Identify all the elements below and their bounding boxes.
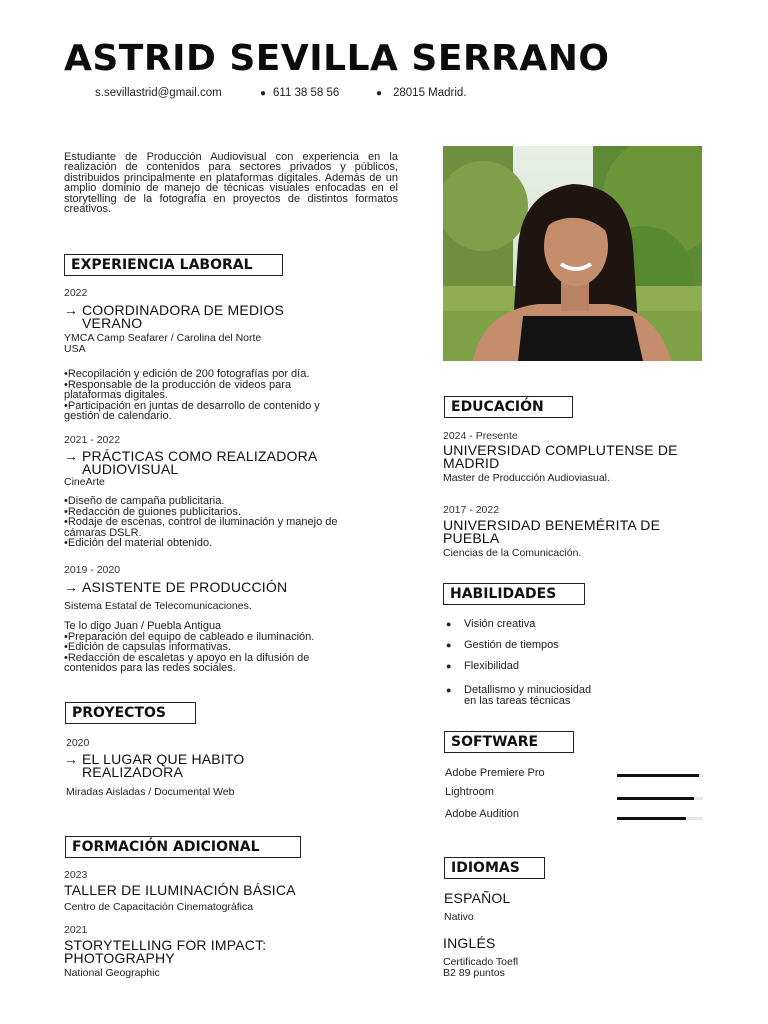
bullet-icon: ●: [446, 685, 452, 695]
experience-org: Sistema Estatal de Telecomunicaciones.: [64, 600, 252, 612]
software-name: Adobe Premiere Pro: [445, 767, 545, 779]
language-name: INGLÉS: [443, 935, 496, 951]
profile-summary: Estudiante de Producción Audiovisual con experiencia en la realización de contenidos para sectores privados y públicos, distribuidos principalmente en plataformas digitales. Además de un amplio dominio de manejo de técnicas visuales enfocadas en el storytelling de la fotografía en proyectos de distintos formatos creativos.: [64, 151, 398, 216]
education-year: 2017 - 2022: [443, 504, 500, 516]
software-name: Lightroom: [445, 786, 494, 798]
section-heading-experience: EXPERIENCIA LABORAL: [64, 254, 283, 276]
language-level: Certificado Toefl B2 89 puntos: [443, 956, 519, 979]
portrait-illustration: [443, 146, 702, 361]
bullet-icon: ●: [376, 88, 383, 99]
training-org: National Geographic: [64, 967, 160, 979]
training-year: 2023: [64, 869, 88, 881]
software-level-bar: [617, 797, 703, 800]
education-title: UNIVERSIDAD COMPLUTENSE DE MADRID: [443, 442, 678, 471]
training-year: 2021: [64, 924, 88, 936]
bullet-icon: ●: [446, 619, 452, 629]
education-year: 2024 - Presente: [443, 430, 518, 442]
arrow-right-icon: →: [64, 579, 79, 595]
skill-item: ● Visión creativa: [446, 618, 536, 630]
bullet-icon: ●: [260, 88, 267, 99]
section-heading-training: FORMACIÓN ADICIONAL: [65, 836, 301, 858]
arrow-right-icon: →: [64, 302, 79, 318]
training-title: STORYTELLING FOR IMPACT: PHOTOGRAPHY: [64, 937, 267, 966]
education-title: UNIVERSIDAD BENEMÉRITA DE PUEBLA: [443, 517, 661, 546]
experience-year: 2019 - 2020: [64, 564, 121, 576]
profile-photo: [443, 146, 702, 361]
phone-text: 611 38 58 56: [273, 87, 340, 99]
experience-year: 2022: [64, 287, 88, 299]
location-text: 28015 Madrid.: [393, 87, 467, 99]
project-year: 2020: [66, 737, 90, 749]
experience-details: •Diseño de campaña publicitaria. •Redacción de guiones publicitarios. •Rodaje de escenas, control de iluminación y manejo de cámaras DSLR. •Edición del material obtenido.: [64, 495, 338, 549]
arrow-right-icon: →: [64, 448, 79, 464]
bullet-icon: ●: [446, 640, 452, 650]
language-name: ESPAÑOL: [444, 890, 511, 906]
arrow-right-icon: →: [64, 751, 79, 767]
section-heading-languages: IDIOMAS: [444, 857, 545, 879]
experience-org: CineArte: [64, 476, 105, 488]
software-level-bar: [617, 817, 703, 820]
candidate-name: ASTRID SEVILLA SERRANO: [64, 38, 610, 79]
experience-title: → ASISTENTE DE PRODUCCIÓN: [64, 579, 288, 595]
education-desc: Master de Producción Audioviasual.: [443, 472, 610, 484]
training-title: TALLER DE ILUMINACIÓN BÁSICA: [64, 882, 296, 898]
training-org: Centro de Capacitación Cinematográfica: [64, 901, 254, 913]
experience-year: 2021 - 2022: [64, 434, 121, 446]
section-heading-software: SOFTWARE: [444, 731, 574, 753]
email-text: s.sevillastrid@gmail.com: [95, 87, 222, 99]
experience-title: → PRÁCTICAS COMO REALIZADORA AUDIOVISUAL: [64, 448, 318, 477]
experience-details: •Recopilación y edición de 200 fotografías por día. •Responsable de la producción de videos para plataformas digitales. •Participación en juntas de desarrollo de contenido y gestión de calendario.: [64, 368, 320, 422]
section-heading-education: EDUCACIÓN: [444, 396, 573, 418]
skill-item: ● Gestión de tiempos: [446, 639, 559, 651]
experience-title: → COORDINADORA DE MEDIOS VERANO: [64, 302, 284, 331]
section-heading-skills: HABILIDADES: [443, 583, 585, 605]
skill-item: ● Detallismo y minuciosidad en las tareas técnicas: [446, 684, 592, 707]
software-name: Adobe Audition: [445, 808, 520, 820]
project-org: Miradas Aisladas / Documental Web: [66, 786, 235, 798]
experience-org: YMCA Camp Seafarer / Carolina del Norte USA: [64, 332, 262, 355]
skill-item: ● Flexibilidad: [446, 660, 520, 672]
bullet-icon: ●: [446, 661, 452, 671]
experience-details: Te lo digo Juan / Puebla Antigua •Preparación del equipo de cableado e iluminación. •Edición de capsulas informativas. •Redacción de escaletas y apoyo en la difusión de contenidos para las redes sociales.: [64, 620, 315, 674]
project-title: → EL LUGAR QUE HABITO REALIZADORA: [64, 751, 245, 780]
language-level: Nativo: [444, 911, 474, 923]
software-level-bar: [617, 774, 703, 777]
section-heading-projects: PROYECTOS: [65, 702, 196, 724]
education-desc: Ciencias de la Comunicación.: [443, 547, 582, 559]
